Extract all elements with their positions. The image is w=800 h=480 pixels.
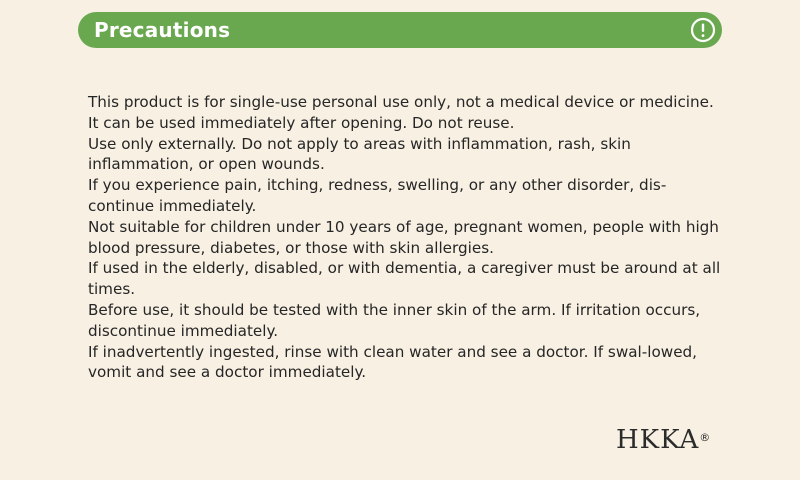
precaution-paragraph: Use only externally. Do not apply to areas with inflammation, rash, skin inflammation, or open wounds.	[88, 134, 631, 174]
brand-logo	[616, 425, 710, 455]
brand-name: HKKA	[616, 425, 700, 455]
precaution-paragraph: If inadvertently ingested, rinse with clean water and see a doctor. If swal-lowed, vomit and see a doctor immediately.	[88, 342, 698, 382]
precautions-header	[78, 12, 722, 48]
precaution-paragraph: If you experience pain, itching, redness, swelling, or any other disorder, dis-continue immediately.	[88, 176, 667, 215]
alert-circle-icon	[690, 17, 716, 43]
precaution-paragraph: This product is for single-use personal use only, not a medical device or medicine. It can be used immediately after opening. Do not reuse.	[88, 93, 714, 132]
precaution-paragraph: If used in the elderly, disabled, or with dementia, a caregiver must be around at all times.	[88, 259, 721, 299]
precautions-text	[88, 92, 728, 383]
precaution-paragraph: Not suitable for children under 10 years of age, pregnant women, people with high blood pressure, diabetes, or those with skin allergies.	[88, 217, 719, 257]
registered-mark: ®	[699, 431, 711, 444]
precaution-paragraph: Before use, it should be tested with the inner skin of the arm. If irritation occurs, discontinue immediately.	[88, 300, 701, 340]
header-title: Precautions	[94, 18, 231, 42]
